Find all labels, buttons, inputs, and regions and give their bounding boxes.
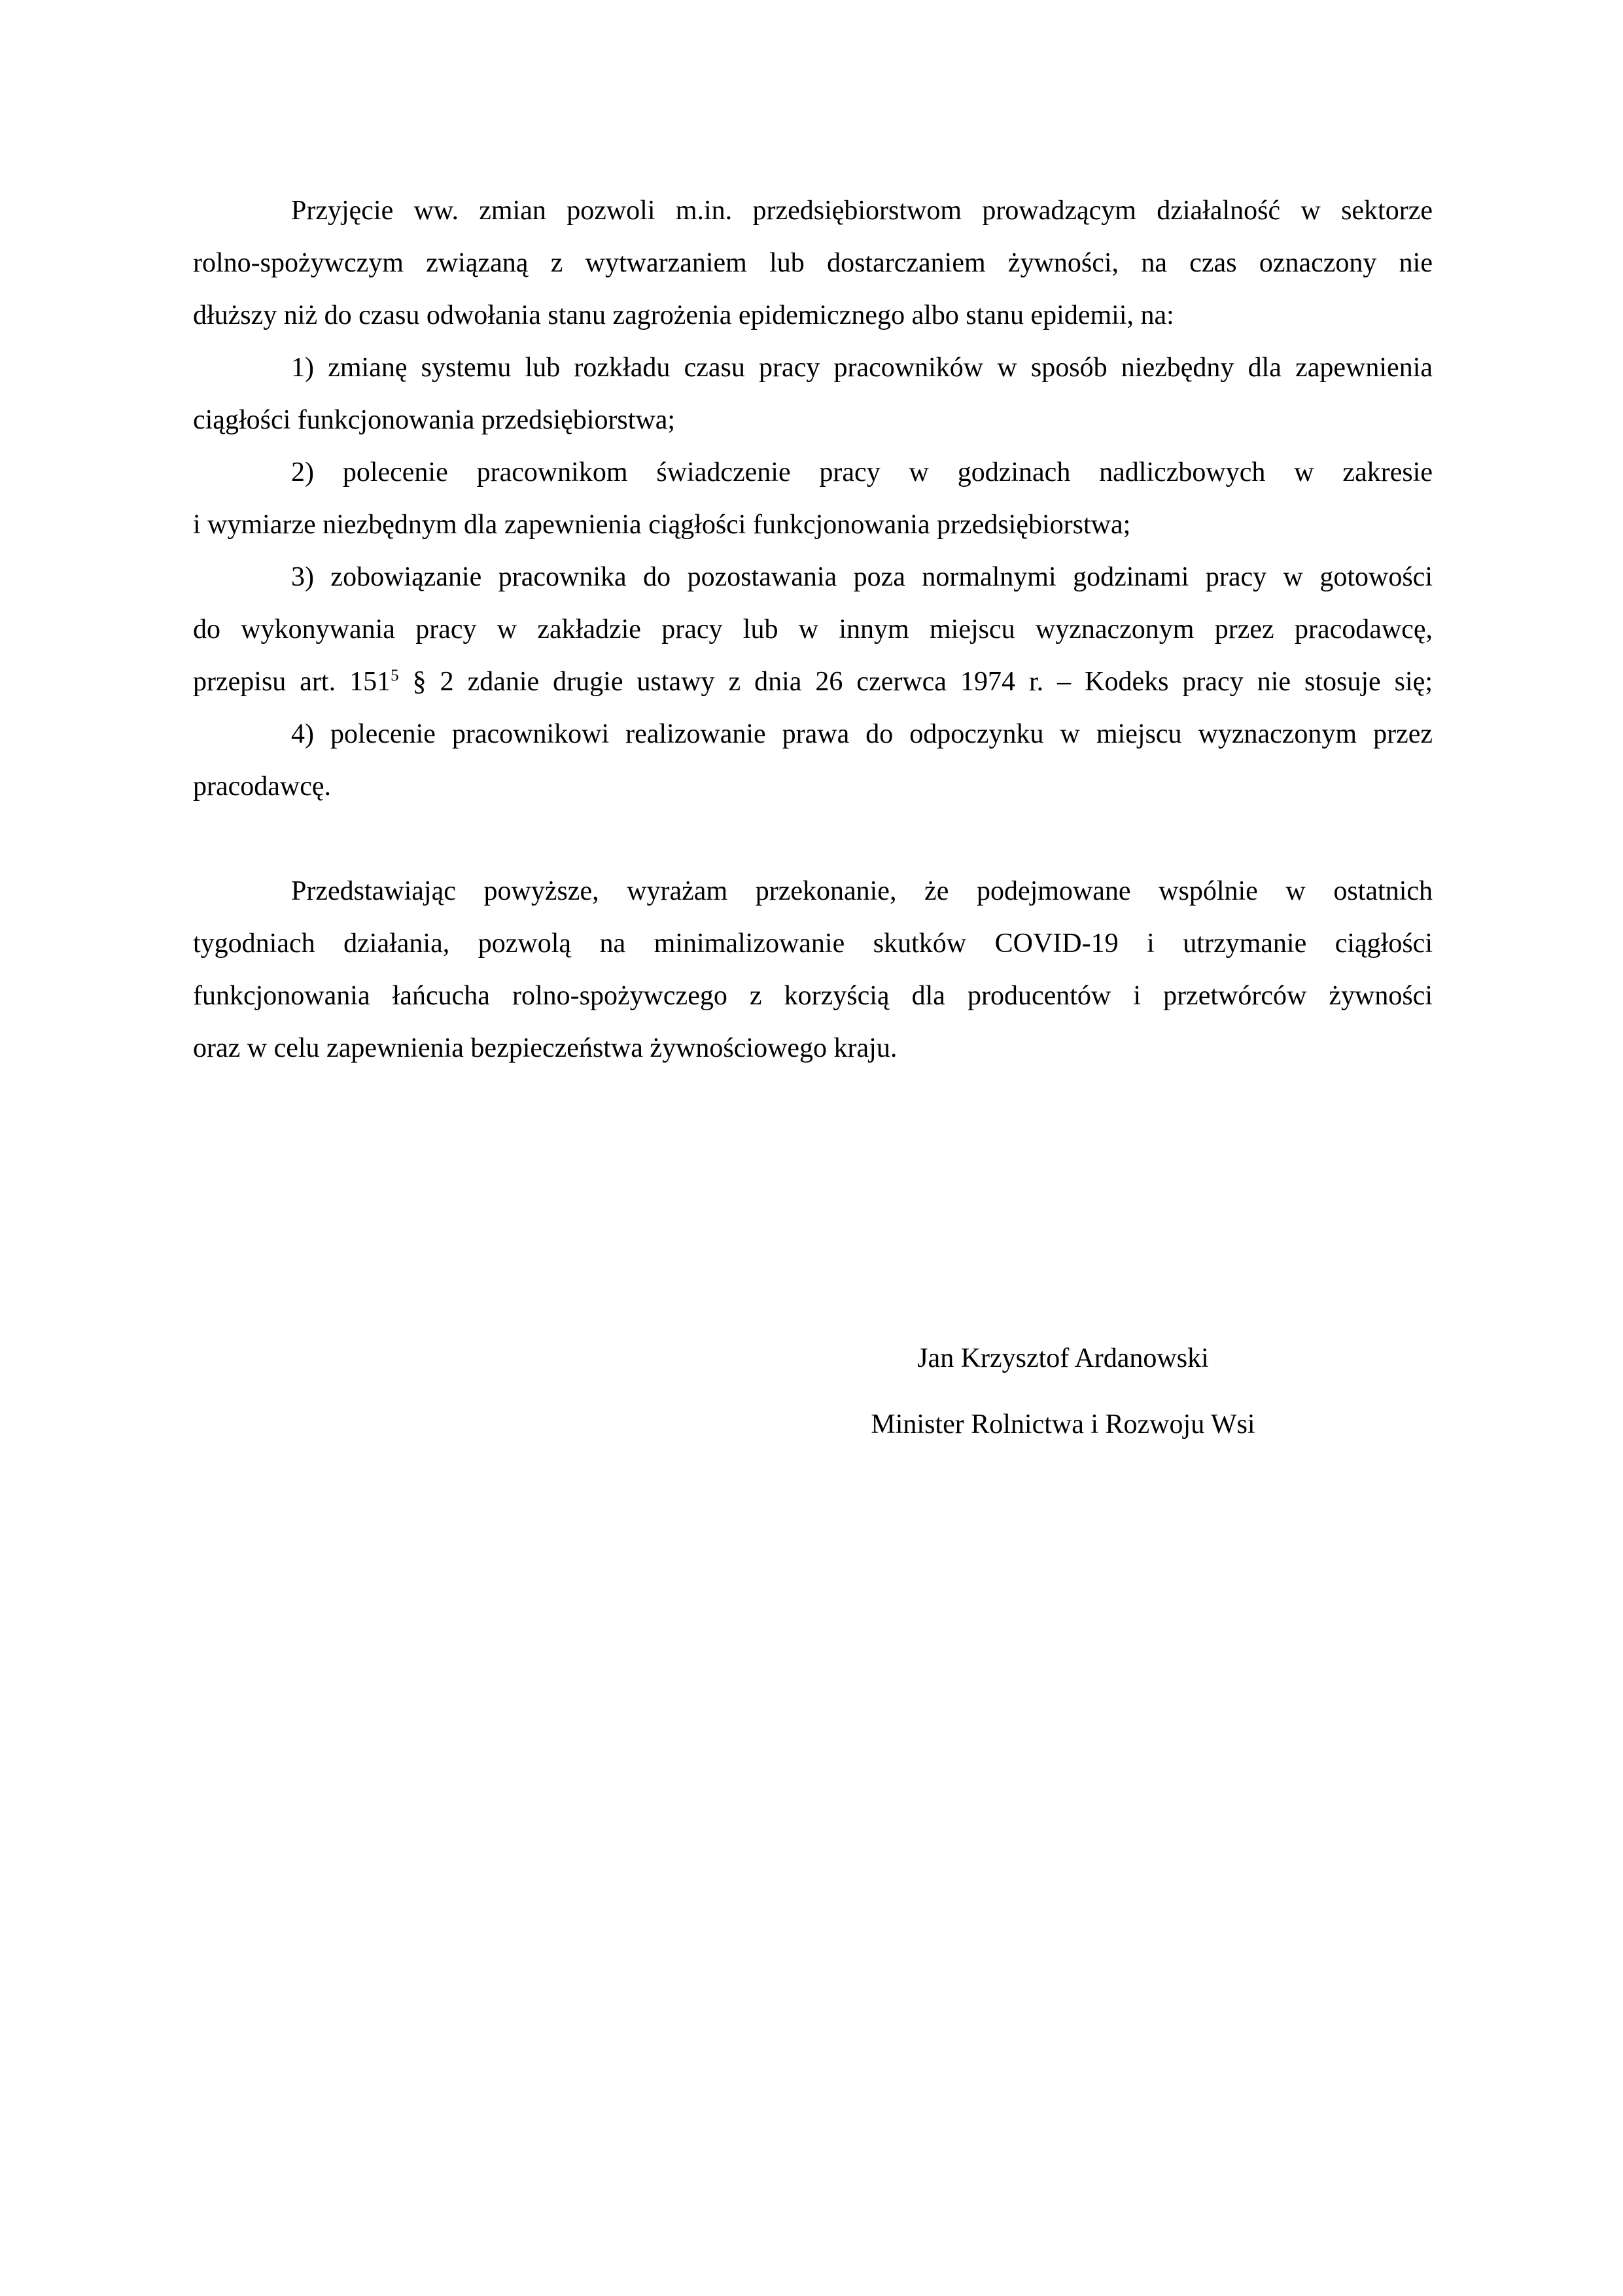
closing-line: Przedstawiając powyższe, wyrażam przekonanie, że podejmowane wspólnie w ostatnich xyxy=(291,876,1433,906)
body-line-segment: przepisu art. 151 xyxy=(193,667,391,697)
superscript-5: 5 xyxy=(391,667,399,684)
closing-line: oraz w celu zapewnienia bezpieczeństwa żywnościowego kraju. xyxy=(193,1033,898,1063)
body-line: rolno-spożywczym związaną z wytwarzaniem lub dostarczaniem żywności, na czas oznaczony nie xyxy=(193,248,1433,278)
list-item-3-line: do wykonywania pracy w zakładzie pracy lub w innym miejscu wyznaczonym przez pracodawcę, xyxy=(193,614,1433,645)
signature-block xyxy=(638,1332,1488,1451)
signatory-title: Minister Rolnictwa i Rozwoju Wsi xyxy=(871,1409,1255,1439)
list-item-3-line: 3) zobowiązanie pracownika do pozostawania poza normalnymi godzinami pracy w gotowości xyxy=(291,562,1433,592)
letter-body xyxy=(193,185,1433,1074)
body-line: dłuższy niż do czasu odwołania stanu zagrożenia epidemicznego albo stanu epidemii, na: xyxy=(193,300,1174,330)
list-item-1-line: ciągłości funkcjonowania przedsiębiorstwa; xyxy=(193,405,676,435)
signatory-name: Jan Krzysztof Ardanowski xyxy=(917,1343,1209,1373)
paragraph-spacer xyxy=(193,813,1433,865)
list-item-2-line: i wymiarze niezbędnym dla zapewnienia ciągłości funkcjonowania przedsiębiorstwa; xyxy=(193,510,1131,540)
list-item-1-line: 1) zmianę systemu lub rozkładu czasu pracy pracowników w sposób niezbędny dla zapewnienia xyxy=(291,353,1433,383)
list-item-3-line xyxy=(193,656,1433,708)
list-item-4-line: 4) polecenie pracownikowi realizowanie prawa do odpoczynku w miejscu wyznaczonym przez xyxy=(291,719,1433,749)
closing-line: tygodniach działania, pozwolą na minimalizowanie skutków COVID-19 i utrzymanie ciągłości xyxy=(193,928,1433,959)
closing-line: funkcjonowania łańcucha rolno-spożywczego z korzyścią dla producentów i przetwórców żywności xyxy=(193,981,1433,1011)
list-item-2-line: 2) polecenie pracownikom świadczenie pracy w godzinach nadliczbowych w zakresie xyxy=(291,457,1433,487)
body-line-segment: § 2 zdanie drugie ustawy z dnia 26 czerwca 1974 r. – Kodeks pracy nie stosuje się; xyxy=(398,667,1433,697)
body-line: Przyjęcie ww. zmian pozwoli m.in. przedsiębiorstwom prowadzącym działalność w sektorze xyxy=(291,196,1433,226)
list-item-4-line: pracodawcę. xyxy=(193,771,332,802)
